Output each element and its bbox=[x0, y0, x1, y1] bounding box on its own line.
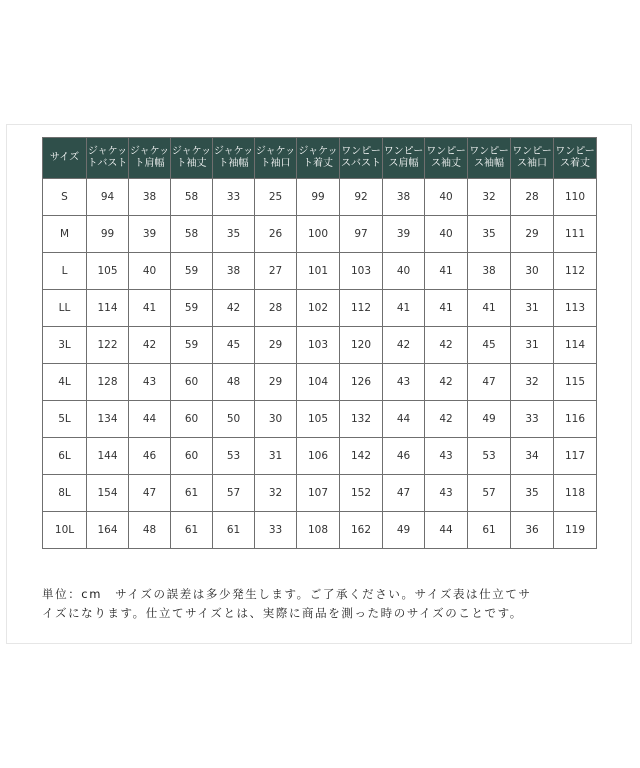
measurement-cell: 97 bbox=[340, 216, 383, 253]
size-label-cell: 5L bbox=[43, 401, 87, 438]
measurement-cell: 103 bbox=[340, 253, 383, 290]
measurement-cell: 29 bbox=[511, 216, 554, 253]
measurement-cell: 39 bbox=[383, 216, 425, 253]
measurement-cell: 38 bbox=[129, 179, 171, 216]
measurement-cell: 102 bbox=[297, 290, 340, 327]
measurement-cell: 59 bbox=[171, 327, 213, 364]
measurement-cell: 119 bbox=[554, 512, 597, 549]
measurement-cell: 128 bbox=[87, 364, 129, 401]
measurement-cell: 118 bbox=[554, 475, 597, 512]
measurement-cell: 36 bbox=[511, 512, 554, 549]
header-cell-text: ジャケッ bbox=[129, 146, 170, 157]
header-cell-text: ス袖幅 bbox=[474, 158, 504, 169]
measurement-cell: 42 bbox=[213, 290, 255, 327]
header-cell-text: ト肩幅 bbox=[134, 158, 165, 169]
measurement-cell: 112 bbox=[554, 253, 597, 290]
measurement-cell: 47 bbox=[383, 475, 425, 512]
measurement-cell: 142 bbox=[340, 438, 383, 475]
measurement-cell: 44 bbox=[425, 512, 468, 549]
measurement-cell: 115 bbox=[554, 364, 597, 401]
measurement-cell: 60 bbox=[171, 438, 213, 475]
header-cell-text: ト着丈 bbox=[303, 158, 333, 169]
header-cell-text: ト袖幅 bbox=[218, 158, 249, 169]
header-row bbox=[43, 138, 597, 179]
measurement-cell: 32 bbox=[468, 179, 511, 216]
measurement-cell: 92 bbox=[340, 179, 383, 216]
measurement-cell: 116 bbox=[554, 401, 597, 438]
measurement-cell: 61 bbox=[468, 512, 511, 549]
measurement-cell: 40 bbox=[383, 253, 425, 290]
measurement-cell: 42 bbox=[383, 327, 425, 364]
header-cell-text: スバスト bbox=[341, 158, 381, 169]
measurement-cell: 59 bbox=[171, 290, 213, 327]
measurement-cell: 31 bbox=[255, 438, 297, 475]
measurement-cell: 112 bbox=[340, 290, 383, 327]
size-label-cell: 10L bbox=[43, 512, 87, 549]
measurement-cell: 42 bbox=[425, 401, 468, 438]
measurement-cell: 31 bbox=[511, 327, 554, 364]
header-cell bbox=[468, 138, 511, 179]
measurement-cell: 49 bbox=[468, 401, 511, 438]
table-row bbox=[43, 512, 597, 549]
header-cell bbox=[340, 138, 383, 179]
header-cell bbox=[554, 138, 597, 179]
header-cell-text: ジャケッ bbox=[298, 146, 338, 157]
header-cell-text: ス肩幅 bbox=[388, 158, 419, 169]
table-row bbox=[43, 364, 597, 401]
header-cell bbox=[383, 138, 425, 179]
measurement-cell: 44 bbox=[383, 401, 425, 438]
size-label-cell: M bbox=[43, 216, 87, 253]
measurement-cell: 40 bbox=[425, 216, 468, 253]
size-table bbox=[42, 137, 597, 549]
measurement-cell: 105 bbox=[87, 253, 129, 290]
header-cell-text: ジャケッ bbox=[171, 146, 212, 157]
measurement-cell: 114 bbox=[87, 290, 129, 327]
measurement-cell: 28 bbox=[511, 179, 554, 216]
size-label-cell: LL bbox=[43, 290, 87, 327]
measurement-cell: 61 bbox=[171, 512, 213, 549]
header-cell-text: ス袖口 bbox=[517, 158, 547, 169]
table-row bbox=[43, 438, 597, 475]
measurement-cell: 38 bbox=[213, 253, 255, 290]
header-cell-text: ワンピー bbox=[426, 146, 466, 157]
header-cell bbox=[87, 138, 129, 179]
measurement-cell: 58 bbox=[171, 216, 213, 253]
measurement-cell: 40 bbox=[425, 179, 468, 216]
measurement-cell: 106 bbox=[297, 438, 340, 475]
measurement-cell: 32 bbox=[255, 475, 297, 512]
table-row bbox=[43, 475, 597, 512]
measurement-cell: 35 bbox=[511, 475, 554, 512]
measurement-cell: 42 bbox=[425, 364, 468, 401]
header-cell-text: ト袖丈 bbox=[176, 158, 207, 169]
measurement-cell: 60 bbox=[171, 401, 213, 438]
table-row bbox=[43, 327, 597, 364]
measurement-cell: 53 bbox=[468, 438, 511, 475]
measurement-cell: 28 bbox=[255, 290, 297, 327]
table-row bbox=[43, 179, 597, 216]
measurement-cell: 122 bbox=[87, 327, 129, 364]
measurement-cell: 38 bbox=[383, 179, 425, 216]
header-cell bbox=[213, 138, 255, 179]
measurement-cell: 25 bbox=[255, 179, 297, 216]
header-cell-text: ジャケッ bbox=[213, 146, 254, 157]
measurement-cell: 108 bbox=[297, 512, 340, 549]
table-row bbox=[43, 401, 597, 438]
measurement-cell: 134 bbox=[87, 401, 129, 438]
measurement-cell: 57 bbox=[468, 475, 511, 512]
measurement-cell: 94 bbox=[87, 179, 129, 216]
measurement-cell: 41 bbox=[129, 290, 171, 327]
header-cell-text: ジャケッ bbox=[87, 146, 128, 157]
header-cell bbox=[297, 138, 340, 179]
header-cell bbox=[425, 138, 468, 179]
size-label-cell: S bbox=[43, 179, 87, 216]
header-cell bbox=[511, 138, 554, 179]
measurement-cell: 47 bbox=[468, 364, 511, 401]
measurement-cell: 47 bbox=[129, 475, 171, 512]
size-label-cell: 4L bbox=[43, 364, 87, 401]
measurement-cell: 61 bbox=[213, 512, 255, 549]
measurement-cell: 45 bbox=[468, 327, 511, 364]
measurement-cell: 57 bbox=[213, 475, 255, 512]
header-cell-text: ス袖丈 bbox=[431, 158, 461, 169]
measurement-cell: 45 bbox=[213, 327, 255, 364]
measurement-cell: 114 bbox=[554, 327, 597, 364]
size-label-cell: 3L bbox=[43, 327, 87, 364]
size-label-cell: 6L bbox=[43, 438, 87, 475]
measurement-cell: 39 bbox=[129, 216, 171, 253]
header-cell bbox=[255, 138, 297, 179]
measurement-cell: 61 bbox=[171, 475, 213, 512]
measurement-cell: 26 bbox=[255, 216, 297, 253]
header-cell bbox=[43, 138, 87, 179]
measurement-cell: 154 bbox=[87, 475, 129, 512]
measurement-cell: 53 bbox=[213, 438, 255, 475]
header-cell-text: ジャケッ bbox=[255, 146, 296, 157]
measurement-cell: 43 bbox=[383, 364, 425, 401]
table-row bbox=[43, 253, 597, 290]
measurement-cell: 49 bbox=[383, 512, 425, 549]
header-cell bbox=[129, 138, 171, 179]
header-cell-text: ワンピー bbox=[383, 146, 424, 157]
measurement-cell: 120 bbox=[340, 327, 383, 364]
measurement-cell: 43 bbox=[425, 438, 468, 475]
measurement-cell: 33 bbox=[511, 401, 554, 438]
header-cell-text: ワンピー bbox=[512, 146, 552, 157]
measurement-cell: 46 bbox=[129, 438, 171, 475]
table-row bbox=[43, 216, 597, 253]
measurement-cell: 103 bbox=[297, 327, 340, 364]
measurement-cell: 33 bbox=[213, 179, 255, 216]
measurement-cell: 38 bbox=[468, 253, 511, 290]
header-cell bbox=[171, 138, 213, 179]
measurement-cell: 126 bbox=[340, 364, 383, 401]
measurement-cell: 105 bbox=[297, 401, 340, 438]
measurement-cell: 100 bbox=[297, 216, 340, 253]
size-note-line-2: イズになります。仕立てサイズとは、実際に商品を測った時のサイズのことです。 bbox=[42, 606, 523, 620]
measurement-cell: 42 bbox=[425, 327, 468, 364]
measurement-cell: 99 bbox=[87, 216, 129, 253]
measurement-cell: 41 bbox=[383, 290, 425, 327]
measurement-cell: 111 bbox=[554, 216, 597, 253]
header-cell-text: ワンピー bbox=[555, 146, 595, 157]
measurement-cell: 32 bbox=[511, 364, 554, 401]
measurement-cell: 35 bbox=[213, 216, 255, 253]
measurement-cell: 144 bbox=[87, 438, 129, 475]
header-cell-text: ト袖口 bbox=[260, 158, 291, 169]
measurement-cell: 46 bbox=[383, 438, 425, 475]
measurement-cell: 41 bbox=[425, 290, 468, 327]
measurement-cell: 162 bbox=[340, 512, 383, 549]
measurement-cell: 107 bbox=[297, 475, 340, 512]
table-body bbox=[43, 179, 597, 549]
measurement-cell: 44 bbox=[129, 401, 171, 438]
measurement-cell: 59 bbox=[171, 253, 213, 290]
header-cell-text: ス着丈 bbox=[560, 158, 590, 169]
measurement-cell: 42 bbox=[129, 327, 171, 364]
measurement-cell: 117 bbox=[554, 438, 597, 475]
measurement-cell: 30 bbox=[255, 401, 297, 438]
measurement-cell: 41 bbox=[468, 290, 511, 327]
measurement-cell: 48 bbox=[129, 512, 171, 549]
measurement-cell: 33 bbox=[255, 512, 297, 549]
measurement-cell: 50 bbox=[213, 401, 255, 438]
measurement-cell: 41 bbox=[425, 253, 468, 290]
measurement-cell: 58 bbox=[171, 179, 213, 216]
size-note-line-1: 単位：cm サイズの誤差は多少発生します。ご了承ください。サイズ表は仕立てサ bbox=[42, 587, 532, 601]
measurement-cell: 43 bbox=[129, 364, 171, 401]
measurement-cell: 29 bbox=[255, 364, 297, 401]
measurement-cell: 35 bbox=[468, 216, 511, 253]
size-label-cell: L bbox=[43, 253, 87, 290]
measurement-cell: 34 bbox=[511, 438, 554, 475]
measurement-cell: 29 bbox=[255, 327, 297, 364]
measurement-cell: 40 bbox=[129, 253, 171, 290]
measurement-cell: 30 bbox=[511, 253, 554, 290]
measurement-cell: 110 bbox=[554, 179, 597, 216]
header-cell-text: サイズ bbox=[49, 152, 80, 163]
measurement-cell: 104 bbox=[297, 364, 340, 401]
measurement-cell: 101 bbox=[297, 253, 340, 290]
header-cell-text: ワンピー bbox=[469, 146, 509, 157]
measurement-cell: 164 bbox=[87, 512, 129, 549]
measurement-cell: 27 bbox=[255, 253, 297, 290]
measurement-cell: 60 bbox=[171, 364, 213, 401]
measurement-cell: 152 bbox=[340, 475, 383, 512]
size-note bbox=[42, 585, 598, 623]
measurement-cell: 48 bbox=[213, 364, 255, 401]
measurement-cell: 132 bbox=[340, 401, 383, 438]
measurement-cell: 31 bbox=[511, 290, 554, 327]
measurement-cell: 113 bbox=[554, 290, 597, 327]
measurement-cell: 43 bbox=[425, 475, 468, 512]
header-cell-text: ワンピー bbox=[341, 146, 381, 157]
header-cell-text: トバスト bbox=[87, 158, 128, 169]
measurement-cell: 99 bbox=[297, 179, 340, 216]
size-label-cell: 8L bbox=[43, 475, 87, 512]
table-row bbox=[43, 290, 597, 327]
